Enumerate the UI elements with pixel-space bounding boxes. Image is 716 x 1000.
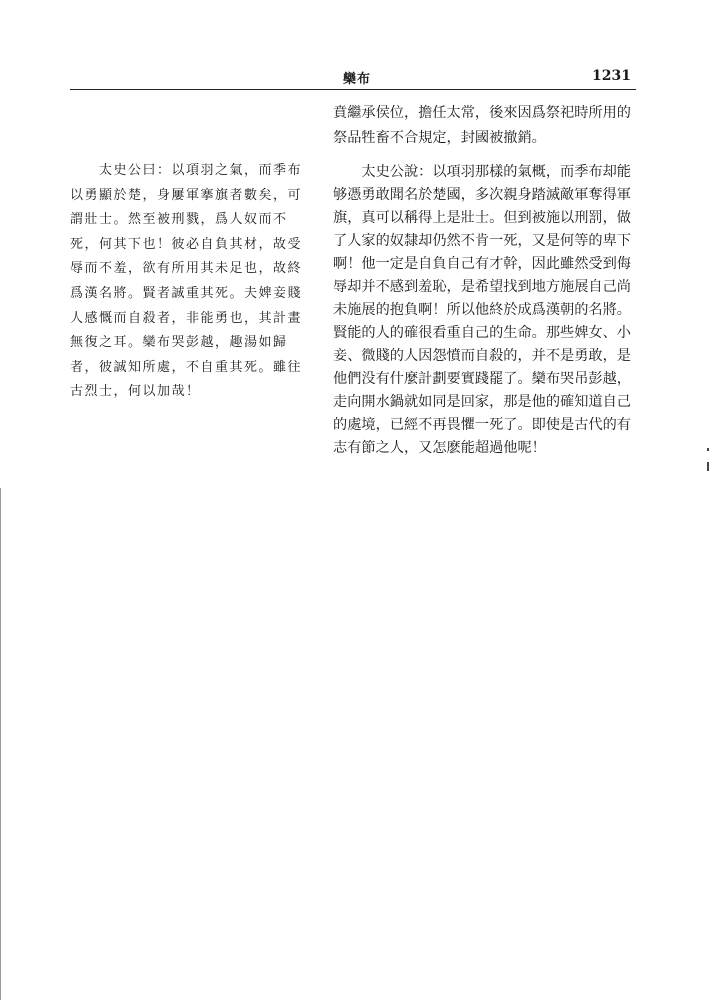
modern-translation-text: 太史公說：以項羽那樣的氣概，而季布却能 够憑勇敢聞名於楚國，多次親身踏滅敵軍奪得軍 旗，真可以稱得上是壯士。但到被施以刑罰，做 了人家的奴隸却仍然不肯一死，又是何等的卑下 啊！他一定是自負自己有才幹，因此雖然受到侮 辱却并不感到羞恥，是希望找到地方施展自己尚 未施展的抱負啊！所以他終於成爲漢朝的名將。 賢能的人的確很看重自己的生命。那些婢女、小 妾、微賤的人因怨憤而自殺的，并不是勇敢，是 他們没有什麼計劃要實踐罷了。欒布哭吊彭越， 走向開水鍋就如同是回家，那是他的確知道自己 的處境，已經不再畏懼一死了。即使是古代的有 志有節之人，又怎麽能超過他呢！ xyxy=(333,164,631,456)
classical-commentary-text: 太史公曰：以項羽之氣，而季布 以勇顯於楚，身屢軍搴旗者數矣，可 謂壯士。然至被刑戮，爲人奴而不 死，何其下也！彼必自負其材，故受 辱而不羞，欲有所用其未足也，故終 爲漢名將。賢者誠重其死。夫婢妾賤 人感慨而自殺者，非能勇也，其計畫 無復之耳。欒布哭彭越，趣湯如歸 者，彼誠知所處，不自重其死。雖往 古烈士，何以加哉！ xyxy=(70,163,303,400)
running-header-title: 欒布 xyxy=(343,72,372,87)
left-margin-scan-line xyxy=(0,488,1,1000)
header-rule xyxy=(70,89,636,90)
page-number: 1231 xyxy=(592,68,631,84)
translation-continued-paragraph: 賁繼承侯位，擔任太常，後來因爲祭祀時所用的 祭品牲畜不合規定，封國被撤銷。 xyxy=(333,105,631,146)
right-edge-scan-mark xyxy=(707,448,709,451)
right-edge-scan-mark xyxy=(707,462,709,471)
